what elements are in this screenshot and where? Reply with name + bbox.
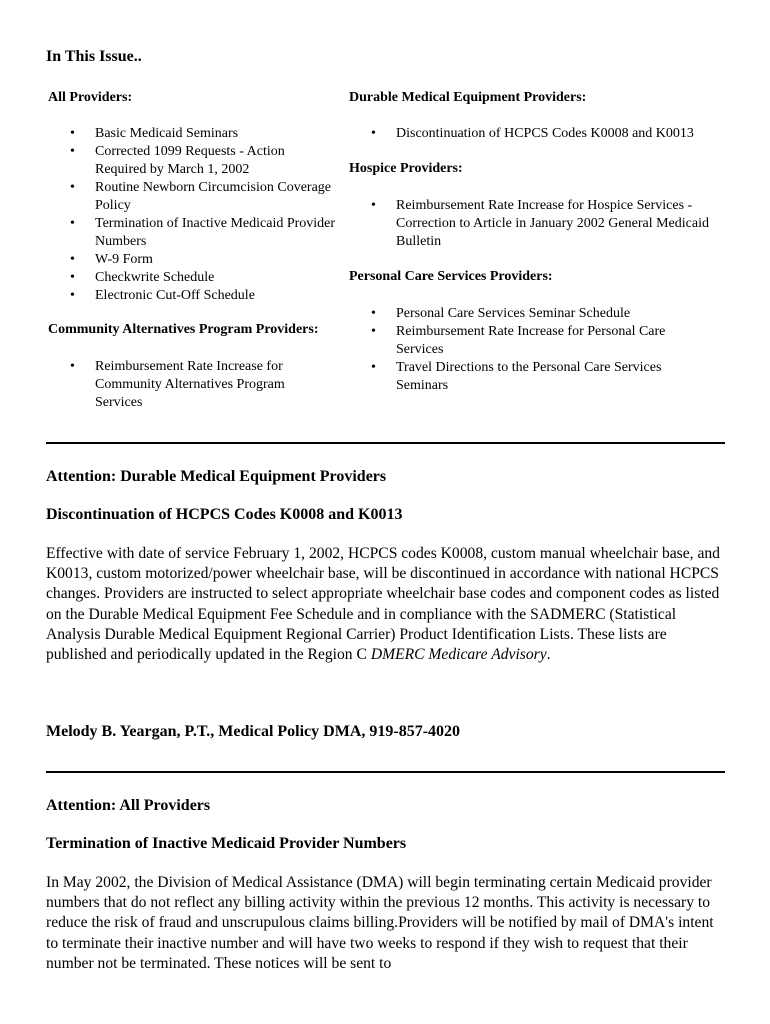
- article1-attention: Attention: Durable Medical Equipment Providers: [46, 468, 387, 485]
- bullet-icon: •: [70, 126, 75, 141]
- heading-cap-providers: Community Alternatives Program Providers:: [48, 322, 319, 337]
- heading-pcs-providers: Personal Care Services Providers:: [349, 269, 553, 284]
- bullet-icon: •: [371, 360, 376, 375]
- list-item: • Checkwrite Schedule: [70, 270, 215, 285]
- heading-dme-providers: Durable Medical Equipment Providers:: [349, 90, 587, 105]
- pcs-providers-list: [349, 305, 699, 395]
- list-item: • Reimbursement Rate Increase for Personal Care Services: [371, 324, 666, 357]
- dmerc-publication-title: DMERC Medicare Advisory: [370, 646, 547, 664]
- list-item: • Reimbursement Rate Increase for Hospice Services - Correction to Article in January 2002 General Medicaid Bulletin: [371, 198, 709, 249]
- list-item: • Discontinuation of HCPCS Codes K0008 and K0013: [371, 126, 694, 141]
- hospice-providers-list: [349, 197, 729, 251]
- list-item: • Electronic Cut-Off Schedule: [70, 288, 255, 303]
- list-item: • Termination of Inactive Medicaid Provider Numbers: [70, 216, 336, 249]
- list-item: • Reimbursement Rate Increase for Community Alternatives Program Services: [70, 359, 285, 410]
- bullet-icon: •: [70, 270, 75, 285]
- bullet-icon: •: [70, 144, 75, 159]
- article1-body: Effective with date of service February 1, 2002, HCPCS codes K0008, custom manual wheelchair base, and K0013, custom motorized/power wheelchair base, will be discontinued in accordance with national HCPCS changes. Providers are instructed to select appropriate wheelchair base codes and component codes as listed on the Durable Medical Equipment Fee Schedule and in compliance with the SADMERC (Statistical Analysis Durable Medical Equipment Regional Carrier) Product Identification Lists. These lists are published and periodically updated in the Region C DMERC Medicare Advisory.: [46, 545, 720, 664]
- list-item: • Travel Directions to the Personal Care Services Seminars: [371, 360, 662, 393]
- article2-title: Termination of Inactive Medicaid Provider Numbers: [46, 835, 407, 852]
- bullet-icon: •: [371, 306, 376, 321]
- article2-attention: Attention: All Providers: [46, 797, 211, 814]
- article1-signature: Melody B. Yeargan, P.T., Medical Policy DMA, 919-857-4020: [46, 723, 461, 740]
- cap-providers-list: [48, 358, 318, 412]
- list-item: • Routine Newborn Circumcision Coverage Policy: [70, 180, 332, 213]
- article1-title: Discontinuation of HCPCS Codes K0008 and K0013: [46, 506, 403, 523]
- heading-hospice-providers: Hospice Providers:: [349, 161, 463, 176]
- bullet-icon: •: [371, 324, 376, 339]
- article2-body: In May 2002, the Division of Medical Assistance (DMA) will begin terminating certain Medicaid provider numbers that do not reflect any billing activity within the previous 12 months. This activity is necessary to reduce the risk of fraud and unscrupulous claims billing.Providers will be notified by mail of DMA's intent to terminate their inactive number and will have two weeks to respond if they wish to request that their number not be terminated. These notices will be sent to: [46, 874, 714, 972]
- bullet-icon: •: [70, 252, 75, 267]
- bullet-icon: •: [371, 126, 376, 141]
- list-item: • W-9 Form: [70, 252, 153, 267]
- section-divider: [46, 442, 725, 444]
- heading-all-providers: All Providers:: [48, 90, 133, 105]
- bullet-icon: •: [371, 198, 376, 213]
- section-divider: [46, 771, 725, 773]
- all-providers-list: [48, 125, 338, 305]
- list-item: • Basic Medicaid Seminars: [70, 126, 239, 141]
- bullet-icon: •: [70, 288, 75, 303]
- issue-title: In This Issue..: [46, 48, 142, 65]
- bullet-icon: •: [70, 180, 75, 195]
- dme-providers-list: [349, 125, 729, 143]
- bullet-icon: •: [70, 216, 75, 231]
- list-item: • Corrected 1099 Requests - Action Required by March 1, 2002: [70, 144, 285, 177]
- bullet-icon: •: [70, 359, 75, 374]
- list-item: • Personal Care Services Seminar Schedule: [371, 306, 631, 321]
